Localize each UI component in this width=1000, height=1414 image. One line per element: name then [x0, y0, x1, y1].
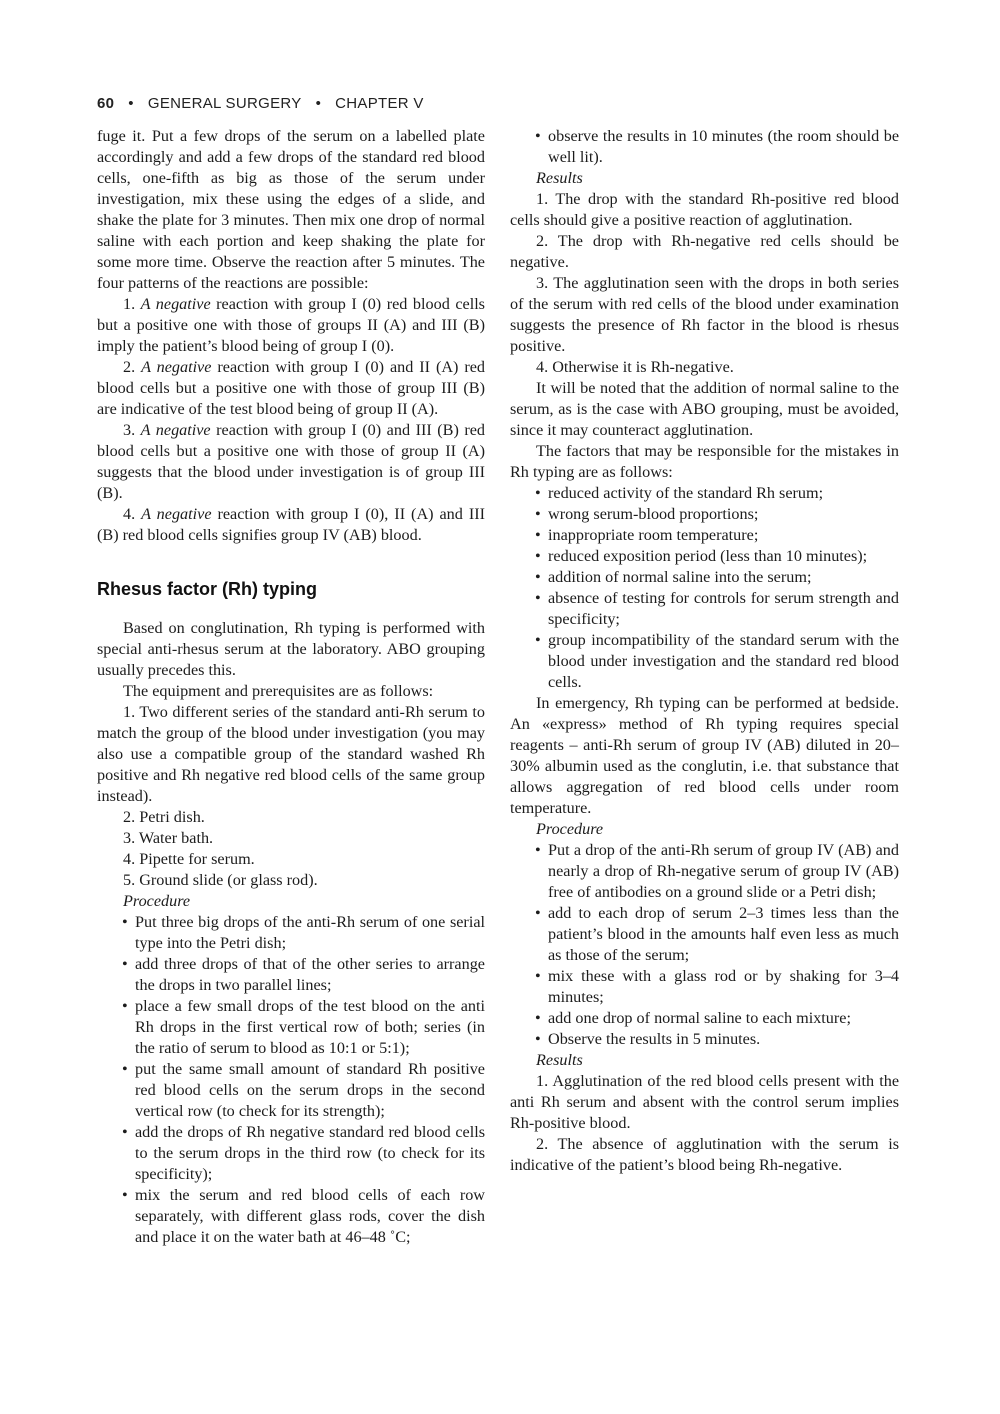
negative-label: A negative: [140, 295, 211, 313]
factors-list: [510, 483, 899, 693]
result-item-2: 2. The drop with Rh-negative red cells should be negative.: [510, 232, 899, 271]
equipment-item-5: 5. Ground slide (or glass rod).: [123, 871, 318, 889]
equipment-item-2: 2. Petri dish.: [123, 808, 205, 826]
list-item: • add one drop of normal saline to each mixture;: [548, 1008, 899, 1029]
express-procedure-list: [510, 840, 899, 1050]
list-item: • absence of testing for controls for serum strength and specificity;: [548, 588, 899, 630]
list-item: • wrong serum-blood proportions;: [548, 504, 899, 525]
list-item: • Put three big drops of the anti-Rh serum of one serial type into the Petri dish;: [135, 912, 485, 954]
reaction-pattern-2: 2. A negative reaction with group I (0) and II (A) red blood cells but a positive one with those of group III (B) are indicative of the test blood being of group II (A).: [97, 358, 486, 418]
factors-intro: The factors that may be responsible for the mistakes in Rh typing are as follows:: [510, 442, 899, 481]
reaction-pattern-1: 1. A negative reaction with group I (0) red blood cells but a positive one with those of groups II (A) and III (B) imply the patient’s blood being of group I (0).: [97, 295, 485, 355]
rh-intro-paragraph: Based on conglutination, Rh typing is performed with special anti-rhesus serum at the laboratory. ABO grouping usually precedes this.: [97, 619, 485, 679]
procedure-list-continued: [510, 126, 899, 168]
running-header: [97, 95, 424, 112]
list-item: • mix the serum and red blood cells of each row separately, with different glass rods, cover the dish and place it on the water bath at 46–48 ˚C;: [135, 1185, 485, 1248]
equipment-intro: The equipment and prerequisites are as follows:: [123, 682, 434, 700]
section-heading: Rhesus factor (Rh) typing: [97, 579, 318, 599]
list-item: • addition of normal saline into the serum;: [548, 567, 899, 588]
equipment-item-3: 3. Water bath.: [123, 829, 214, 847]
right-column: [510, 126, 899, 1176]
emergency-paragraph: In emergency, Rh typing can be performed at bedside. An «express» method of Rh typing requires special reagents – anti-Rh serum of group IV (AB) diluted in 20–30% albumin used as the conglutin, i.e. that substance that allows aggregation of red blood cells under room temperature.: [510, 694, 899, 817]
list-item: • group incompatibility of the standard serum with the blood under investigation and the standard red blood cells.: [548, 630, 899, 693]
procedure-subheading: Procedure: [123, 892, 191, 910]
header-separator: •: [315, 95, 322, 112]
result-item-3: 3. The agglutination seen with the drops in both series of the serum with red cells of the blood under examination suggests the presence of Rh factor in the blood is rhesus positive.: [510, 274, 899, 355]
reaction-pattern-4: 4. A negative reaction with group I (0), II (A) and III (B) red blood cells signifies group IV (AB) blood.: [97, 505, 486, 544]
negative-label: A negative: [141, 358, 212, 376]
page-number: 60: [97, 95, 115, 112]
final-result-1: 1. Agglutination of the red blood cells present with the anti Rh serum and absent with the control serum implies Rh-positive blood.: [510, 1072, 899, 1132]
procedure-list: [97, 912, 485, 1248]
equipment-item-1: 1. Two different series of the standard anti-Rh serum to match the group of the blood under investigation (you may also use a compatible group of the standard washed Rh positive and Rh negative red blood cells of the same group instead).: [97, 703, 485, 805]
list-item: • Observe the results in 5 minutes.: [548, 1029, 899, 1050]
negative-label: A negative: [141, 505, 212, 523]
chapter-label: CHAPTER V: [335, 95, 424, 112]
list-item: • add to each drop of serum 2–3 times less than the patient’s blood in the amounts half even less as much as those of the serum;: [548, 903, 899, 966]
intro-paragraph: fuge it. Put a few drops of the serum on a labelled plate accordingly and add a few drops of the standard red blood cells, one-fifth as big as those of the serum under investigation, mix these using the edges of a slide, and shake the plate for 3 minutes. Then mix one drop of normal saline with each portion and keep shaking the plate for some more time. Observe the reaction after 5 minutes. The four patterns of the reactions are possible:: [97, 127, 485, 292]
list-item: • mix these with a glass rod or by shaking for 3–4 minutes;: [548, 966, 899, 1008]
list-item: • reduced exposition period (less than 10 minutes);: [548, 546, 899, 567]
header-separator: •: [128, 95, 134, 112]
book-title: GENERAL SURGERY: [147, 95, 302, 112]
list-item: • add three drops of that of the other series to arrange the drops in two parallel lines;: [135, 954, 485, 996]
equipment-item-4: 4. Pipette for serum.: [123, 850, 255, 868]
saline-note-paragraph: It will be noted that the addition of normal saline to the serum, as is the case with ABO grouping, must be avoided, since it may counteract agglutination.: [510, 379, 899, 439]
results-subheading: Results: [536, 1051, 583, 1069]
list-item: • place a few small drops of the test blood on the anti Rh drops in the first vertical row of both; series (in the ratio of serum to blood as 10:1 or 5:1);: [135, 996, 485, 1059]
list-item: • reduced activity of the standard Rh serum;: [548, 483, 899, 504]
list-item: • observe the results in 10 minutes (the room should be well lit).: [548, 126, 899, 168]
final-result-2: 2. The absence of agglutination with the serum is indicative of the patient’s blood being Rh-negative.: [510, 1135, 899, 1174]
result-item-4: 4. Otherwise it is Rh-negative.: [536, 358, 734, 376]
left-column: [97, 126, 485, 1248]
procedure-subheading: Procedure: [536, 820, 604, 838]
results-subheading: Results: [536, 169, 583, 187]
list-item: • put the same small amount of standard Rh positive red blood cells on the serum drops in the second vertical row (to check for its strength);: [135, 1059, 485, 1122]
result-item-1: 1. The drop with the standard Rh-positive red blood cells should give a positive reaction of agglutination.: [510, 190, 899, 229]
list-item: • Put a drop of the anti-Rh serum of group IV (AB) and nearly a drop of Rh-negative serum of group IV (AB) free of antibodies on a ground slide or a Petri dish;: [548, 840, 899, 903]
reaction-pattern-3: 3. A negative reaction with group I (0) and III (B) red blood cells but a positive one with those of group II (A) suggests that the blood under investigation is of group III (B).: [97, 421, 486, 502]
list-item: • inappropriate room temperature;: [548, 525, 899, 546]
list-item: • add the drops of Rh negative standard red blood cells to the serum drops in the third row (to check for its specificity);: [135, 1122, 485, 1185]
negative-label: A negative: [140, 421, 211, 439]
